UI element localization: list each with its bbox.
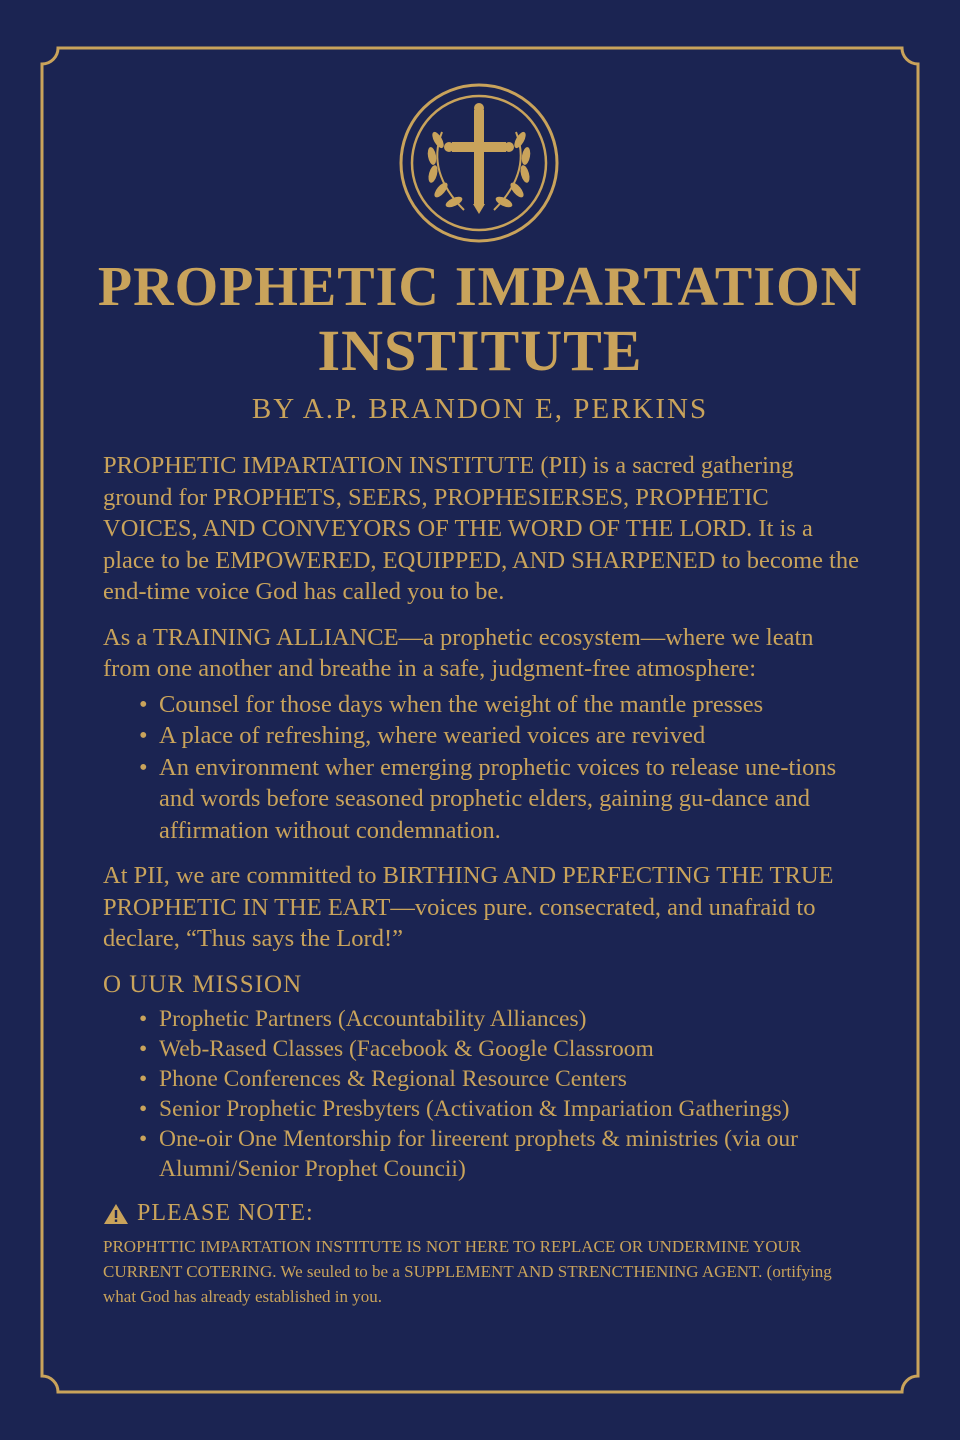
list-item: • Counsel for those days when the weight of the mantle presses	[139, 689, 863, 721]
note-heading: PLEASE NOTE:	[137, 1200, 314, 1226]
list-item: • Prophetic Partners (Accountability Alliances)	[139, 1004, 863, 1034]
mission-list	[103, 1004, 863, 1184]
warning-triangle-icon	[103, 1203, 129, 1225]
body-content	[103, 450, 863, 1309]
alliance-list	[103, 689, 863, 847]
list-item: • Web-Rased Classes (Facebook & Google Classroom	[139, 1034, 863, 1064]
note-heading-row	[103, 1198, 863, 1230]
list-item: • A place of refreshing, where wearied voices are revived	[139, 720, 863, 752]
list-item: • An environment wher emerging prophetic voices to release une-tions and words before seasoned prophetic elders, gaining gu-dance and affirmation without condemnation.	[139, 752, 863, 847]
mission-section	[103, 969, 863, 1185]
list-item: • One-oir One Mentorship for lireerent prophets & ministries (via our Alumni/Senior Prophet Councii)	[139, 1124, 863, 1184]
note-text: PROPHTTIC IMPARTATION INSTITUTE IS NOT HERE TO REPLACE OR UNDERMINE YOUR CURRENT COTERING. We seuled to be a SUPPLEMENT AND STRENCTHENING AGENT. (ortifying what God has already established in you.	[103, 1236, 832, 1306]
subtitle: BY A.P. BRANDON E, PERKINS	[251, 393, 709, 425]
intro-paragraph: PROPHETIC IMPARTATION INSTITUTE (PII) is a sacred gathering ground for PROPHETS, SEERS, PROPHESIERSES, PROPHETIC VOICES, AND CONVEYORS OF THE WORD OF THE LORD. It is a place to be EMPOWERED, EQUIPPED, AND SHARPENED to become the end-time voice God has called you to be.	[103, 452, 860, 605]
alliance-paragraph: As a TRAINING ALLIANCE—a prophetic ecosystem—where we leatn from one another and breathe in a safe, judgment-free atmosphere:	[103, 623, 814, 682]
list-item: • Phone Conferences & Regional Resource Centers	[139, 1064, 863, 1094]
title-line-1: PROPHETIC IMPARTATION	[97, 256, 863, 318]
cross-laurel-emblem-icon	[398, 82, 560, 244]
mission-heading: O UUR MISSION	[103, 970, 303, 998]
commitment-paragraph: At PII, we are committed to BIRTHING AND PERFECTING THE TRUE PROPHETIC IN THE EART—voices pure. consecrated, and unafraid to declare, “Thus says the Lord!”	[103, 862, 834, 952]
list-item: • Senior Prophetic Presbyters (Activation & Impariation Gatherings)	[139, 1094, 863, 1124]
title-line-2: INSTITUTE	[317, 318, 643, 383]
